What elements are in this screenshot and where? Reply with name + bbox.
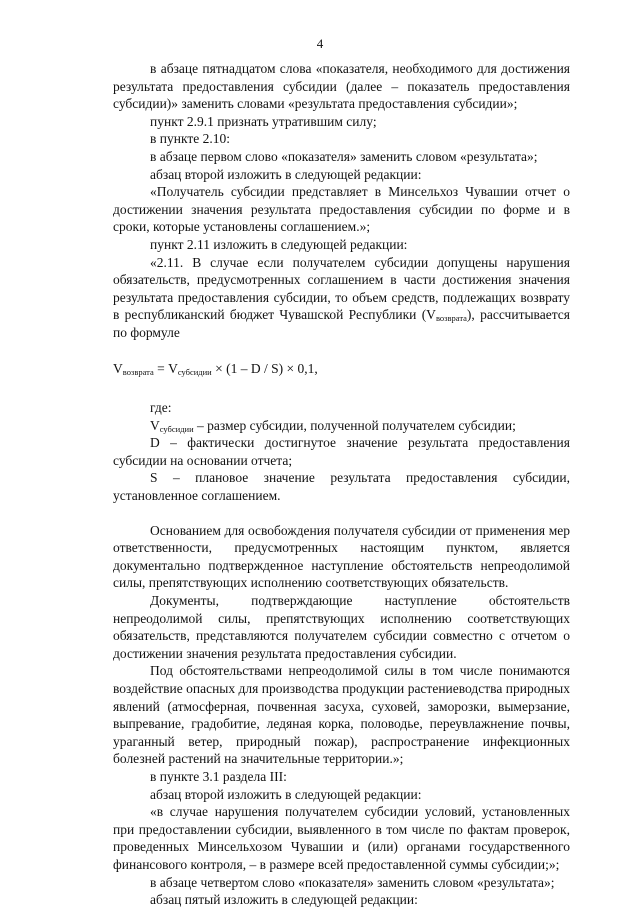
paragraph: «Получатель субсидии представляет в Минсельхоз Чувашии отчет о достижении значения результата предоставления субсидии по форме и в сроки, которые установлены соглашением.»;: [113, 184, 570, 235]
formula: [113, 360, 570, 378]
paragraph: пункт 2.9.1 признать утратившим силу;: [150, 113, 377, 129]
paragraph: в абзаце четвертом слово «показателя» заменить словом «результата»;: [150, 874, 555, 890]
paragraph: абзац второй изложить в следующей редакции:: [150, 786, 422, 802]
paragraph-text: , рассчитывается по формуле: [113, 307, 570, 340]
where-label: где:: [150, 400, 172, 416]
formula-eq: = V: [153, 360, 178, 376]
paragraph: в пункте 2.10:: [150, 131, 230, 147]
paragraph-2-11: [113, 254, 570, 342]
formula-lhs-sub: возврата: [122, 366, 154, 377]
paragraph: в абзаце пятнадцатом слова «показателя, необходимого для достижения результата предоставления субсидии (далее – показатель предоставления субсидии)» заменить словами «результата предоставления субсидии»;: [113, 61, 570, 112]
formula-rhs-sub: субсидии: [177, 366, 212, 377]
subscript-vozvrata: возврата: [435, 313, 467, 324]
page-number: 4: [316, 36, 324, 51]
paragraph-text: ): [466, 307, 472, 323]
def-v-letter: V: [150, 417, 160, 433]
definition-d: D – фактически достигнутое значение результата предоставления субсидии на основании отчета;: [113, 435, 570, 468]
paragraph: в абзаце первом слово «показателя» заменить словом «результата»;: [150, 148, 538, 164]
paragraph: Основанием для освобождения получателя субсидии от применения мер ответственности, предусмотренных настоящим пунктом, является документально подтвержденное наступление обстоятельств непреодолимой силы, препятствующих исполнению соответствующих обязательств.: [113, 522, 570, 591]
formula-rest: × (1 – D / S) × 0,1,: [211, 360, 318, 376]
definition-v: [113, 417, 570, 435]
spacer: [113, 505, 570, 522]
paragraph: Документы, подтверждающие наступление обстоятельств непреодолимой силы, препятствующих исполнению соответствующих обязательств, представляются получателем субсидии совместно с отчетом о достижении значения результата предоставления субсидии.: [113, 593, 570, 661]
paragraph: Под обстоятельствами непреодолимой силы в том числе понимаются воздействие опасных для производства продукции растениеводства природных явлений (атмосферная, почвенная засуха, суховей, заморозки, вымерзание, выпревание, градобитие, ледяная корка, половодье, переувлажнение почвы, ураганный ветер, природный пожар), распространение инфекционных болезней растений на значительные территории.»;: [113, 663, 570, 767]
def-v-text: – размер субсидии, полученной получателем субсидии;: [193, 417, 516, 433]
paragraph: абзац пятый изложить в следующей редакции:: [150, 892, 418, 908]
def-v-sub: субсидии: [159, 423, 194, 434]
formula-lhs: V: [113, 360, 123, 376]
paragraph-text: «2.11. В случае если получателем субсидии допущены нарушения обязательств, предусмотренных соглашением в части достижения значения результата предоставления субсидии, то объем средств, подлежащих возврату в республиканский бюджет Чувашской Республики (V: [113, 254, 570, 323]
document-body: [113, 60, 570, 909]
paragraph: абзац второй изложить в следующей редакции:: [150, 166, 422, 182]
paragraph: в пункте 3.1 раздела III:: [150, 768, 287, 784]
definition-s: S – плановое значение результата предоставления субсидии, установленное соглашением.: [113, 470, 570, 504]
paragraph: пункт 2.11 изложить в следующей редакции:: [150, 236, 408, 252]
paragraph: «в случае нарушения получателем субсидии условий, установленных при предоставлении субсидии, выявленного в том числе по фактам проверок, проведенных Минсельхозом Чувашии и (или) органами государственного финансового контроля, – в размере всей предоставленной суммы субсидии;»;: [113, 804, 570, 872]
